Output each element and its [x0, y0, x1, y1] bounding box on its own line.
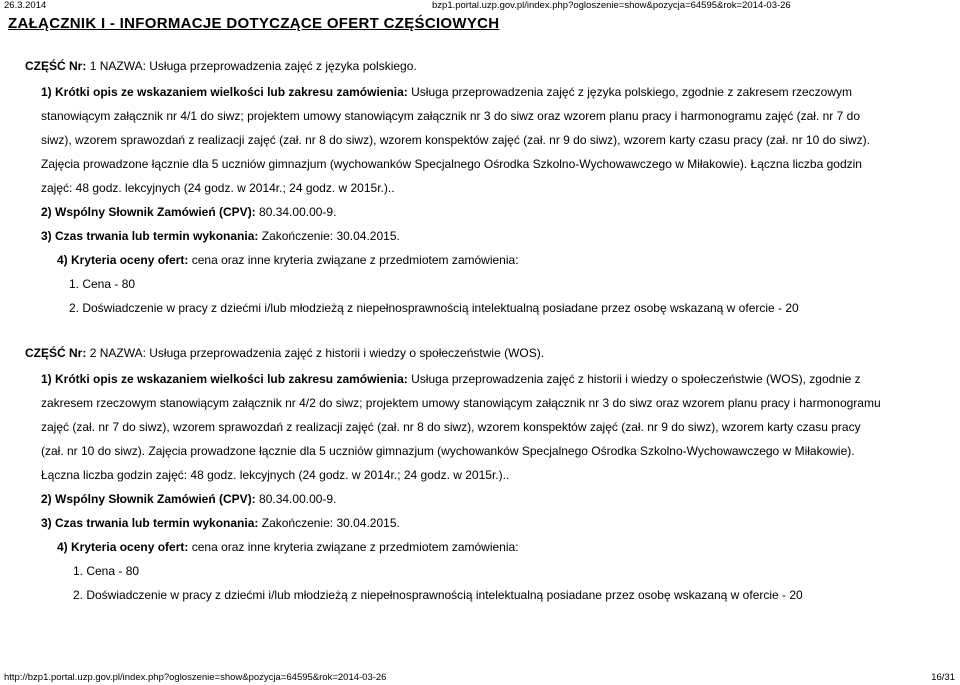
part2-criteria — [57, 540, 519, 555]
part2-desc-line5: Łączna liczba godzin zajęć: 48 godz. lekcyjnych (24 godz. w 2014r.; 24 godz. w 2015r.).. — [41, 468, 510, 482]
part1-desc-line4: Zajęcia prowadzone łącznie dla 5 uczniów gimnazjum (wychowanków Specjalnego Ośrodka Szkolno-Wychowawczego w Miłakowie). Łączna liczba godzin — [41, 157, 862, 171]
part1-desc-line5: zajęć: 48 godz. lekcyjnych (24 godz. w 2014r.; 24 godz. w 2015r.).. — [41, 181, 395, 195]
part2-desc-text1: Usługa przeprowadzenia zajęć z historii i wiedzy o społeczeństwie (WOS), zgodnie z — [411, 372, 861, 386]
part1-criteria — [57, 253, 519, 268]
part2-term — [41, 516, 400, 531]
part2-criterion-1: 1. Cena - 80 — [73, 564, 140, 578]
part1-heading — [25, 59, 417, 74]
part1-term — [41, 229, 400, 244]
part2-heading — [25, 346, 544, 361]
part2-criteria-value: cena oraz inne kryteria związane z przedmiotem zamówienia: — [191, 540, 519, 554]
part2-criterion-2: 2. Doświadczenie w pracy z dziećmi i/lub młodzieżą z niepełnosprawnością intelektualną posiadane przez osobę wskazaną w ofercie - 20 — [73, 588, 803, 602]
part2-desc-line2: zakresem rzeczowym stanowiącym załącznik nr 4/2 do siwz; projektem umowy stanowiącym załącznik nr 3 do siwz oraz wzorem planu pracy i harmonogramu — [41, 396, 881, 410]
part1-criterion-1: 1. Cena - 80 — [69, 277, 136, 291]
page-title: ZAŁĄCZNIK I - INFORMACJE DOTYCZĄCE OFERT CZĘŚCIOWYCH — [8, 15, 500, 32]
part1-heading-text: 1 NAZWA: Usługa przeprowadzenia zajęć z języka polskiego. — [89, 59, 417, 73]
part1-desc-line2: stanowiącym załącznik nr 4/1 do siwz; projektem umowy stanowiącym załącznik nr 3 do siwz oraz wzorem planu pracy i harmonogramu zajęć (zał. nr 7 do — [41, 109, 860, 123]
part2-cpv — [41, 492, 336, 507]
print-footer-url: http://bzp1.portal.uzp.gov.pl/index.php?ogloszenie=show&pozycja=64595&rok=2014-03-26 — [4, 672, 387, 683]
part2-cpv-value: 80.34.00.00-9. — [259, 492, 337, 506]
part1-heading-label: CZĘŚĆ Nr: — [25, 59, 87, 73]
part2-heading-text: 2 NAZWA: Usługa przeprowadzenia zajęć z historii i wiedzy o społeczeństwie (WOS). — [89, 346, 545, 360]
part2-criteria-label: 4) Kryteria oceny ofert: — [57, 540, 189, 554]
part1-desc-text1: Usługa przeprowadzenia zajęć z języka polskiego, zgodnie z zakresem rzeczowym — [411, 85, 853, 99]
part2-desc-line3: zajęć (zał. nr 7 do siwz), wzorem sprawozdań z realizacji zajęć (zał. nr 8 do siwz), wzorem konspektów zajęć (zał. nr 9 do siwz), wzorem karty czasu pracy — [41, 420, 861, 434]
part1-cpv — [41, 205, 336, 220]
part2-heading-label: CZĘŚĆ Nr: — [25, 346, 87, 360]
part1-desc-line3: siwz), wzorem sprawozdań z realizacji zajęć (zał. nr 8 do siwz), wzorem konspektów zajęć (zał. nr 9 do siwz), wzorem karty czasu pracy (zał. nr 10 do siwz). — [41, 133, 870, 147]
part2-desc-line1 — [41, 372, 861, 387]
part1-cpv-value: 80.34.00.00-9. — [259, 205, 337, 219]
part1-desc-line1 — [41, 85, 852, 100]
print-date: 26.3.2014 — [4, 0, 47, 11]
part1-criteria-value: cena oraz inne kryteria związane z przedmiotem zamówienia: — [191, 253, 519, 267]
part2-desc-label: 1) Krótki opis ze wskazaniem wielkości lub zakresu zamówienia: — [41, 372, 408, 386]
part1-criterion-2: 2. Doświadczenie w pracy z dziećmi i/lub młodzieżą z niepełnosprawnością intelektualną posiadane przez osobę wskazaną w ofercie - 20 — [69, 301, 799, 315]
part1-desc-label: 1) Krótki opis ze wskazaniem wielkości lub zakresu zamówienia: — [41, 85, 408, 99]
part1-term-value: Zakończenie: 30.04.2015. — [261, 229, 400, 243]
part2-cpv-label: 2) Wspólny Słownik Zamówień (CPV): — [41, 492, 256, 506]
part2-term-label: 3) Czas trwania lub termin wykonania: — [41, 516, 259, 530]
part1-criteria-label: 4) Kryteria oceny ofert: — [57, 253, 189, 267]
part2-desc-line4: (zał. nr 10 do siwz). Zajęcia prowadzone łącznie dla 5 uczniów gimnazjum (wychowanków Specjalnego Ośrodka Szkolno-Wychowawczego w Miłakowie). — [41, 444, 855, 458]
part2-term-value: Zakończenie: 30.04.2015. — [261, 516, 400, 530]
part1-term-label: 3) Czas trwania lub termin wykonania: — [41, 229, 259, 243]
print-header-url: bzp1.portal.uzp.gov.pl/index.php?ogloszenie=show&pozycja=64595&rok=2014-03-26 — [432, 0, 791, 11]
page-number: 16/31 — [931, 672, 955, 683]
part1-cpv-label: 2) Wspólny Słownik Zamówień (CPV): — [41, 205, 256, 219]
